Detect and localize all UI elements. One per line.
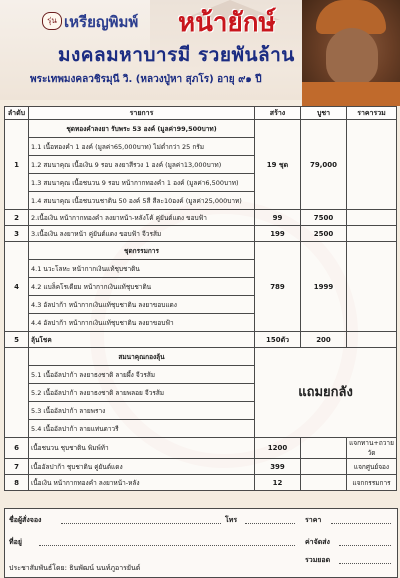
row-item: 1.2 สมนาคุณ เนื้อเงิน 9 รอบ ลงยาสีรวง 1 องค์ (มูลค่า13,000บาท) — [29, 156, 255, 174]
robe-shape — [302, 82, 400, 106]
row-qty: 150ตัว — [255, 332, 301, 348]
row-no: 8 — [5, 475, 29, 491]
table-row — [5, 332, 397, 348]
row-qty: 199 — [255, 226, 301, 242]
row-item: ชุดทองคำลงยา รับพระ 53 องค์ (มูลค่า99,500บาท) — [29, 120, 255, 138]
row-item: 4.2 แบล็คโรเดียม หน้ากากเงินแท้ชุบชาติน — [29, 278, 255, 296]
row-total — [347, 120, 397, 210]
table-row — [5, 348, 397, 366]
bonus-label: แถมยกลัง — [255, 348, 397, 438]
table-header-row — [5, 107, 397, 120]
row-item: 5.3 เนื้ออัลปาก้า ลายพราง — [29, 402, 255, 420]
price-table — [4, 106, 397, 491]
row-no: 5 — [5, 332, 29, 348]
row-price: 200 — [301, 332, 347, 348]
header-price: บูชา — [301, 107, 347, 120]
row-no — [5, 348, 29, 438]
price-table-wrap — [4, 106, 396, 491]
header-items: รายการ — [29, 107, 255, 120]
row-item: 5.1 เนื้ออัลปาก้า ลงยาธงชาติ ลายผึ้ง จีวรส้ม — [29, 366, 255, 384]
row-no: 2 — [5, 210, 29, 226]
row-price: 1999 — [301, 242, 347, 332]
row-price: 7500 — [301, 210, 347, 226]
header-qty: สร้าง — [255, 107, 301, 120]
row-item: ลุ้นโชค — [29, 332, 255, 348]
coin-title: เหรียญพิมพ์ — [64, 13, 139, 31]
row-item: 1.3 สมนาคุณ เนื้อชนวน 9 รอบ หน้ากากทองคำ 1 องค์ (มูลค่า6,500บาท) — [29, 174, 255, 192]
row-item: 4.3 อัลปาก้า หน้ากากเงินแท้ชุบชาติน ลงยาขอบแดง — [29, 296, 255, 314]
row-total: แจกทาน+ถวายวัด — [347, 438, 397, 459]
header-total: ราคารวม — [347, 107, 397, 120]
row-total — [347, 242, 397, 332]
monk-line: พระเทพมงคลวชิรมุนี วิ. (หลวงปู่หา สุภโร) อายุ ๙๑ ปี — [30, 74, 262, 85]
row-total — [347, 226, 397, 242]
subtitle: มงคลมหาบารมี รวยพันล้าน — [58, 44, 295, 66]
row-item: 4.4 อัลปาก้า หน้ากากเงินแท้ชุบชาติน ลงยาขอบฟ้า — [29, 314, 255, 332]
row-item: สมนาคุณกองลุ้น — [29, 348, 255, 366]
table-row — [5, 210, 397, 226]
sum-label: รวมยอด — [305, 556, 331, 564]
table-row — [5, 242, 397, 260]
sum-field[interactable] — [339, 563, 391, 564]
row-no: 4 — [5, 242, 29, 332]
name-label: ชื่อผู้สั่งจอง — [9, 516, 42, 524]
row-item: 5.4 เนื้ออัลปาก้า ลายแท่นดาวรี — [29, 420, 255, 438]
price-label: ราคา — [305, 516, 322, 524]
row-no: 6 — [5, 438, 29, 459]
address-label: ที่อยู่ — [9, 538, 22, 546]
row-qty: 1200 — [255, 438, 301, 459]
shipping-field[interactable] — [339, 545, 391, 546]
shipping-label: ค่าจัดส่ง — [305, 538, 330, 546]
row-price — [301, 438, 347, 459]
row-item: 4.1 นวะโลหะ หน้ากากเงินแท้ชุบชาติน — [29, 260, 255, 278]
price-field[interactable] — [331, 523, 391, 524]
row-item: 3.เนื้อเงิน ลงยาหน้า คู่ยันต์แดง ขอบฟ้า จีวรส้ม — [29, 226, 255, 242]
row-qty: 99 — [255, 210, 301, 226]
row-total — [347, 332, 397, 348]
row-item: 1.1 เนื้อทองคำ 1 องค์ (มูลค่า65,000บาท) ไม่ต่ำกว่า 25 กรัม — [29, 138, 255, 156]
header-no: ลำดับ — [5, 107, 29, 120]
table-row — [5, 120, 397, 138]
row-qty: 789 — [255, 242, 301, 332]
row-price: 2500 — [301, 226, 347, 242]
table-row — [5, 438, 397, 459]
face-shape — [326, 28, 378, 86]
row-item: 2.เนื้อเงิน หน้ากากทองคำ ลงยาหน้า-หลังโค้ คู่ยันต์แดง ขอบฟ้า — [29, 210, 255, 226]
row-no: 3 — [5, 226, 29, 242]
row-no: 7 — [5, 459, 29, 475]
row-price — [301, 459, 347, 475]
phone-label: โทร — [225, 516, 238, 524]
phone-field[interactable] — [245, 523, 295, 524]
row-qty: 12 — [255, 475, 301, 491]
row-item: เนื้อเงิน หน้ากากทองคำ ลงยาหน้า-หลัง — [29, 475, 255, 491]
row-no: 1 — [5, 120, 29, 210]
promoter-footer: ประชาสัมพันธ์โดย: ธินพัฒน์ นนท์ภูอารยันต์ — [9, 564, 141, 572]
order-form — [4, 508, 398, 578]
row-total: แจกศูนย์จอง — [347, 459, 397, 475]
address-field[interactable] — [39, 545, 295, 546]
row-item: 5.2 เนื้ออัลปาก้า ลงยาธงชาติ ลายพลอย จีวรส้ม — [29, 384, 255, 402]
brand-title: หน้ายักษ์ — [178, 8, 276, 38]
row-item: ชุดกรรมการ — [29, 242, 255, 260]
table-row — [5, 459, 397, 475]
table-row — [5, 475, 397, 491]
row-item: 1.4 สมนาคุณ เนื้อชนวนชาติน 50 องค์ 5สี สีละ10องค์ (มูลค่า25,000บาท) — [29, 192, 255, 210]
table-row — [5, 226, 397, 242]
edition-badge: รุ่น — [42, 12, 62, 30]
name-field[interactable] — [61, 523, 221, 524]
row-total: แจกกรรมการ — [347, 475, 397, 491]
row-item: เนื้อชนวน ชุบชาติน พิมพ์ท้า — [29, 438, 255, 459]
row-price — [301, 475, 347, 491]
row-qty: 399 — [255, 459, 301, 475]
row-price: 79,000 — [301, 120, 347, 210]
row-item: เนื้ออัลปาก้า ชุบชาติน คู่ยันต์แดง — [29, 459, 255, 475]
row-qty: 19 ชุด — [255, 120, 301, 210]
row-total — [347, 210, 397, 226]
monk-portrait — [302, 0, 400, 106]
